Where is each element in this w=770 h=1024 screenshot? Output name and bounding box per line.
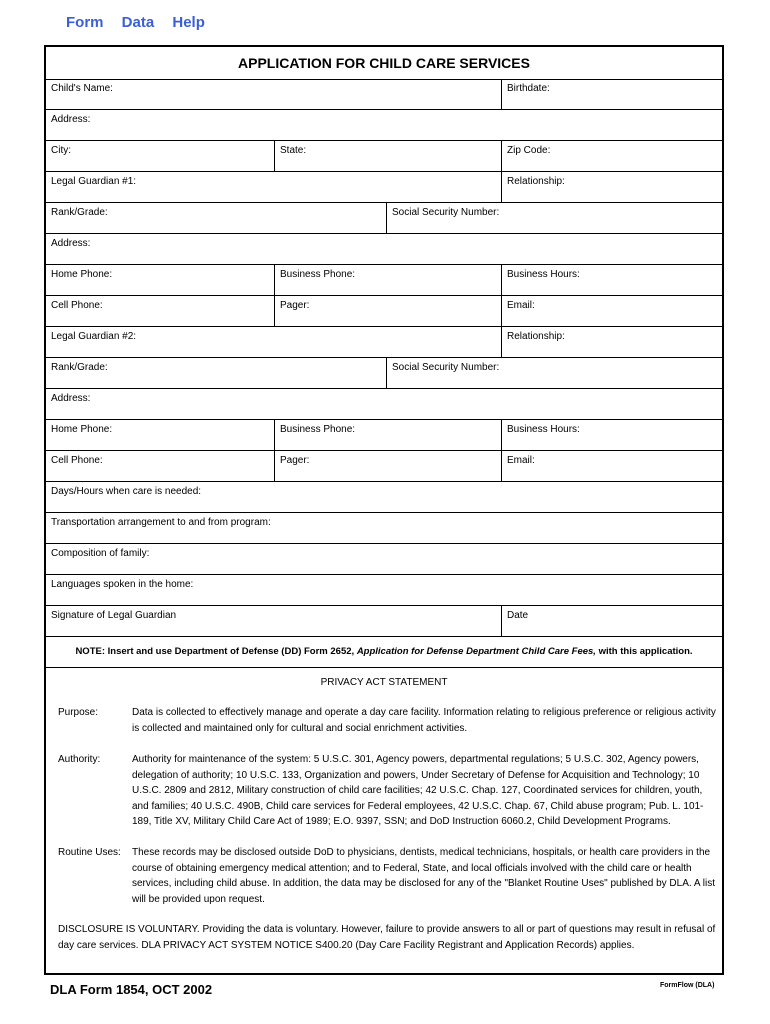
- field-email[interactable]: [501, 451, 726, 481]
- field-days-hours-when-care-is-needed[interactable]: [46, 482, 726, 512]
- form-row: [46, 575, 722, 606]
- field-rank-grade[interactable]: [46, 203, 386, 233]
- field-label: Date: [507, 610, 529, 621]
- field-composition-of-family[interactable]: [46, 544, 726, 574]
- field-rank-grade[interactable]: [46, 358, 386, 388]
- field-label: Address:: [51, 393, 91, 404]
- form-row: [46, 544, 722, 575]
- form-row: [46, 296, 722, 327]
- field-label: Rank/Grade:: [51, 362, 108, 373]
- field-date[interactable]: [501, 606, 726, 636]
- form-row: [46, 482, 722, 513]
- field-business-phone[interactable]: [274, 265, 501, 295]
- field-label: Email:: [507, 300, 535, 311]
- field-pager[interactable]: [274, 451, 501, 481]
- field-label: Business Phone:: [280, 424, 356, 435]
- menu-data[interactable]: Data: [121, 14, 155, 31]
- purpose-label: Purpose:: [58, 707, 99, 718]
- field-zip-code[interactable]: [501, 141, 726, 171]
- field-business-hours[interactable]: [501, 420, 726, 450]
- authority-text: Authority for maintenance of the system: 5 U.S.C. 301, Agency powers, departmental regulations; 5 U.S.C. 302, Agency powers, delegation of authority; 10 U.S.C. 133, Organization and powers, Under Secretary of Defense for Acquisition and Technology; 10 U.S.C. 2809 and 2812, Military construction of child care facilities; 42 U.S.C. Chap. 127, Coordinated services for children, youth, and families; 40 U.S.C. 490B, Child care services for Federal employees, 42 U.S.C. Chap. 67, Child abuse program; Pub. L. 101-189, Title XV, Military Child Care Act of 1989; E.O. 9397, SSN; and DoD Instruction 6060.2, Child Development Programs.: [132, 754, 704, 827]
- form-row: [46, 327, 722, 358]
- form-row: [46, 420, 722, 451]
- form-row: [46, 79, 722, 110]
- field-label: Transportation arrangement to and from program:: [51, 517, 271, 528]
- form-row: [46, 606, 722, 637]
- field-label: Composition of family:: [51, 548, 150, 559]
- field-label: Days/Hours when care is needed:: [51, 486, 202, 497]
- field-label: Legal Guardian #2:: [51, 331, 137, 342]
- field-label: Languages spoken in the home:: [51, 579, 194, 590]
- field-home-phone[interactable]: [46, 420, 274, 450]
- field-address[interactable]: [46, 234, 726, 264]
- note-italic: Application for Defense Department Child Care Fees,: [356, 646, 596, 657]
- field-relationship[interactable]: [501, 172, 726, 202]
- form-row: [46, 389, 722, 420]
- form-row: [46, 358, 722, 389]
- field-label: Relationship:: [507, 331, 565, 342]
- field-label: Social Security Number:: [392, 207, 500, 218]
- field-label: State:: [280, 145, 307, 156]
- application-form: [44, 45, 724, 975]
- field-cell-phone[interactable]: [46, 296, 274, 326]
- form-row: [46, 110, 722, 141]
- field-address[interactable]: [46, 389, 726, 419]
- field-label: Cell Phone:: [51, 300, 103, 311]
- disclosure-text: DISCLOSURE IS VOLUNTARY. Providing the data is voluntary. However, failure to provide answers to all or part of questions may result in refusal of day care services. DLA PRIVACY ACT SYSTEM NOTICE S400.20 (Day Care Facility Registrant and Application Records) applies.: [58, 924, 716, 951]
- field-birthdate[interactable]: [501, 79, 726, 109]
- field-label: Signature of Legal Guardian: [51, 610, 177, 621]
- field-home-phone[interactable]: [46, 265, 274, 295]
- field-email[interactable]: [501, 296, 726, 326]
- form-row: [46, 451, 722, 482]
- field-cell-phone[interactable]: [46, 451, 274, 481]
- menu-form[interactable]: Form: [66, 14, 104, 31]
- field-pager[interactable]: [274, 296, 501, 326]
- field-label: City:: [51, 145, 71, 156]
- field-label: Address:: [51, 114, 91, 125]
- note-prefix: NOTE: Insert and use Department of Defense (DD) Form 2652,: [75, 646, 357, 657]
- routine-uses-label: Routine Uses:: [58, 847, 121, 858]
- note-suffix: with this application.: [595, 646, 693, 657]
- form-row: [46, 203, 722, 234]
- field-label: Address:: [51, 238, 91, 249]
- formflow-label: FormFlow (DLA): [660, 982, 715, 989]
- field-label: Email:: [507, 455, 535, 466]
- field-state[interactable]: [274, 141, 501, 171]
- field-label: Cell Phone:: [51, 455, 103, 466]
- authority-label: Authority:: [58, 754, 101, 765]
- field-label: Business Hours:: [507, 269, 580, 280]
- field-address[interactable]: [46, 110, 726, 140]
- field-legal-guardian-1[interactable]: [46, 172, 501, 202]
- purpose-text: Data is collected to effectively manage and operate a day care facility. Information relating to religious preference or religious activity is collected and maintained only for cultural and social enrichment activities.: [132, 707, 716, 734]
- note: [46, 638, 722, 668]
- form-row: [46, 172, 722, 203]
- field-legal-guardian-2[interactable]: [46, 327, 501, 357]
- field-social-security-number[interactable]: [386, 358, 726, 388]
- field-label: Business Hours:: [507, 424, 580, 435]
- field-label: Relationship:: [507, 176, 565, 187]
- field-business-phone[interactable]: [274, 420, 501, 450]
- field-label: Child's Name:: [51, 83, 113, 94]
- field-signature-of-legal-guardian[interactable]: [46, 606, 501, 636]
- field-social-security-number[interactable]: [386, 203, 726, 233]
- field-label: Pager:: [280, 455, 310, 466]
- routine-uses-text: These records may be disclosed outside DoD to physicians, dentists, medical technicians, hospitals, or health care providers in the course of obtaining emergency medical attention; and to Federal, State, and local officials involved with the child care or health services, including child abuse. In addition, the data may be disclosed for any of the "Blanket Routine Uses" published by DLA. A list will be provided upon request.: [132, 847, 715, 905]
- form-id: DLA Form 1854, OCT 2002: [50, 982, 213, 997]
- field-label: Home Phone:: [51, 424, 113, 435]
- field-label: Birthdate:: [507, 83, 550, 94]
- field-business-hours[interactable]: [501, 265, 726, 295]
- privacy-title: PRIVACY ACT STATEMENT: [320, 677, 448, 688]
- menu-bar: [66, 14, 219, 31]
- field-label: Rank/Grade:: [51, 207, 108, 218]
- form-row: [46, 513, 722, 544]
- field-label: Legal Guardian #1:: [51, 176, 137, 187]
- form-row: [46, 234, 722, 265]
- field-label: Social Security Number:: [392, 362, 500, 373]
- field-label: Pager:: [280, 300, 310, 311]
- field-label: Home Phone:: [51, 269, 113, 280]
- form-title: APPLICATION FOR CHILD CARE SERVICES: [46, 47, 722, 80]
- field-relationship[interactable]: [501, 327, 726, 357]
- field-child-s-name[interactable]: [46, 79, 501, 109]
- form-row: [46, 265, 722, 296]
- field-languages-spoken-in-the-home[interactable]: [46, 575, 726, 605]
- field-label: Zip Code:: [507, 145, 551, 156]
- field-city[interactable]: [46, 141, 274, 171]
- form-row: [46, 141, 722, 172]
- field-transportation-arrangement-to-and-from-program[interactable]: [46, 513, 726, 543]
- field-label: Business Phone:: [280, 269, 356, 280]
- menu-help[interactable]: Help: [172, 14, 205, 31]
